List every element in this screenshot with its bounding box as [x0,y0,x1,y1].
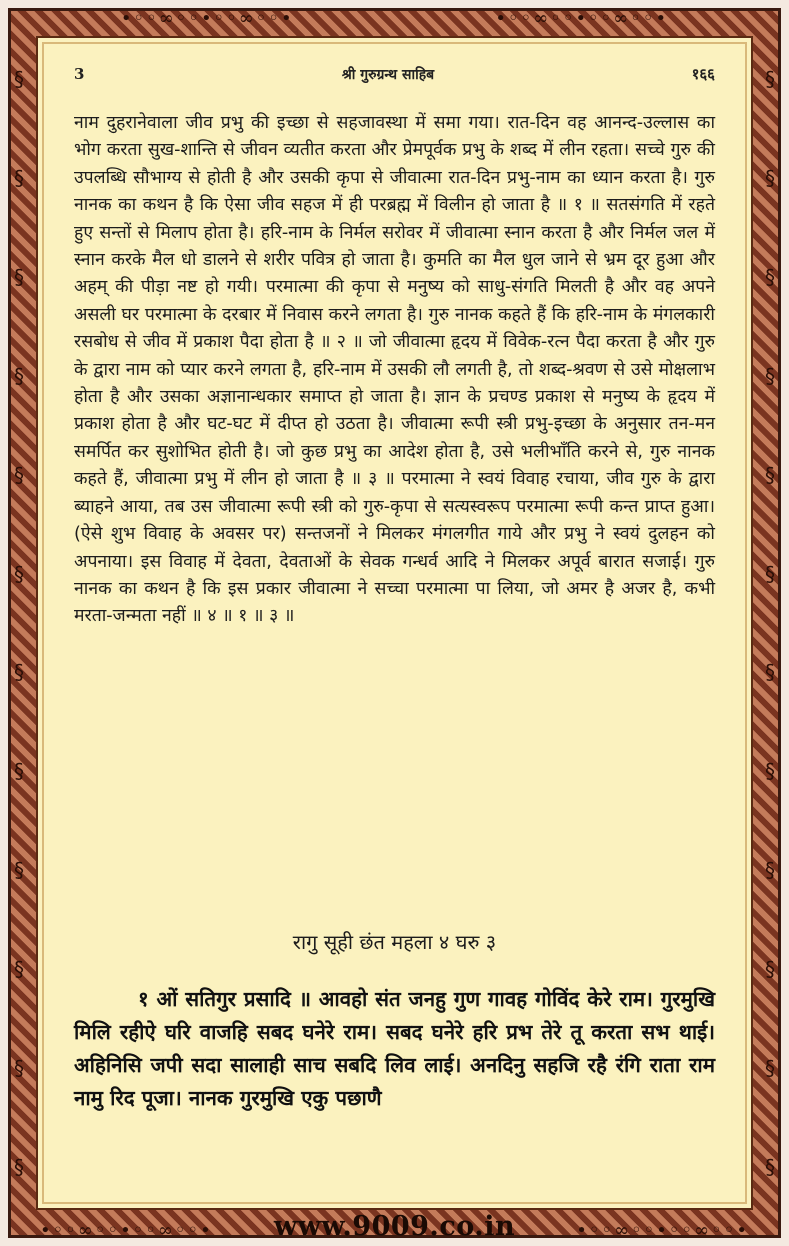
translation-paragraph: नाम दुहरानेवाला जीव प्रभु की इच्छा से सहजावस्था में समा गया। रात-दिन वह आनन्द-उल्लास का भोग करता सुख-शान्ति से जीवन व्यतीत करता और प्रेमपूर्वक प्रभु के शब्द में लीन रहता। सच्चे गुरु की उपलब्धि सौभाग्य से होती है और उसकी कृपा से जीवात्मा रात-दिन प्रभु-नाम का ध्यान करता है। गुरु नानक का कथन है कि ऐसा जीव सहज में ही परब्रह्म में विलीन हो जाता है ॥ १ ॥ सतसंगति में रहते हुए सन्तों से मिलाप होता है। हरि-नाम के निर्मल सरोवर में जीवात्मा स्नान करता है और निर्मल जल में स्नान करके मैल धो डालने से शरीर पवित्र हो जाता है। कुमति का मैल धुल जाने से भ्रम दूर हुआ और अहम् की पीड़ा नष्ट हो गयी। परमात्मा की कृपा से मनुष्य को साधु-संगति मिलती है और वह अपने असली घर परमात्मा के दरबार में निवास करने लगता है। गुरु नानक कहते हैं कि हरि-नाम के मंगलकारी रसबोध से जीव में प्रकाश पैदा होता है ॥ २ ॥ जो जीवात्मा हृदय में विवेक-रत्न पैदा करता है और गुरु के द्वारा नाम को प्यार करने लगता है, हरि-नाम में उसकी लौ लगती है, तो शब्द-श्रवण से उसे मोक्षलाभ होता है और उसका अज्ञानान्धकार समाप्त हो जाता है। ज्ञान के प्रचण्ड प्रकाश से मनुष्य के हृदय में प्रकाश होता है और घट-घट में दीप्त हो उठता है। जीवात्मा रूपी स्त्री प्रभु-इच्छा के अनुसार तन-मन समर्पित कर सुशोभित होती है। जो कुछ प्रभु का आदेश होता है, उसे भलीभाँति करने से, गुरु नानक कहते हैं, जीवात्मा प्रभु में लीन हो जाता है ॥ ३ ॥ परमात्मा ने स्वयं विवाह रचाया, जीव गुरु के द्वारा ब्याहने आया, तब उस जीवात्मा रूपी स्त्री को गुरु-कृपा से सत्यस्वरूप परमात्मा रूपी कन्त प्राप्त हुआ। (ऐसे शुभ विवाह के अवसर पर) सन्तजनों ने मिलकर मंगलगीत गाये और प्रभु ने स्वयं दुलहन को अपनाया। इस विवाह में देवता, देवताओं के सेवक गन्धर्व आदि ने मिलकर अपूर्व बारात सजाई। गुरु नानक का कथन है कि इस प्रकार जीवात्मा ने सच्चा परमात्मा पा लिया, जो अमर है अजर है, कभी मरता-जन्मता नहीं ॥ ४ ॥ १ ॥ ३ ॥ [74,113,715,627]
raag-heading: रागु सूही छंत महला ४ घरु ३ [292,930,497,954]
ornament-left: •◦◦∞◦◦•◦◦∞◦◦• [120,7,294,29]
ornament-right: •◦◦∞◦◦•◦◦∞◦◦• [495,7,669,29]
page-header [74,62,715,86]
gurbani-text: १ ओं सतिगुर प्रसादि ॥ आवहो संत जनहु गुण गावह गोविंद केरे राम। गुरमुखि मिलि रहीऐ घरि वाजहि सबद घनेरे राम। सबद घनेरे हरि प्रभ तेरे तू करता सभ थाई। अहिनिसि जपी सदा सालाही साच सबदि लिव लाई। अनदिनु सहजि रहै रंगि राता राम नामु रिद पूजा। नानक गुरमुखि एकु पछाणै [74,987,715,1110]
page-number-left: 3 [74,65,85,83]
website-url[interactable]: www.9009.co.in [273,1211,516,1242]
page-number-right: १६६ [691,65,715,83]
book-page [36,36,753,1210]
book-title: श्री गुरुग्रन्थ साहिब [341,66,435,83]
top-ornament [20,6,769,30]
bottom-ornament-left: •◦◦∞◦◦•◦◦∞◦◦• [40,1219,213,1241]
right-ornament: § § § § § § § § § § § § [765,67,775,1179]
gurbani-verse [74,983,715,1115]
bottom-ornament-right: •◦◦∞◦◦•◦◦∞◦◦• [576,1219,749,1241]
left-ornament: § § § § § § § § § § § § [14,67,24,1179]
